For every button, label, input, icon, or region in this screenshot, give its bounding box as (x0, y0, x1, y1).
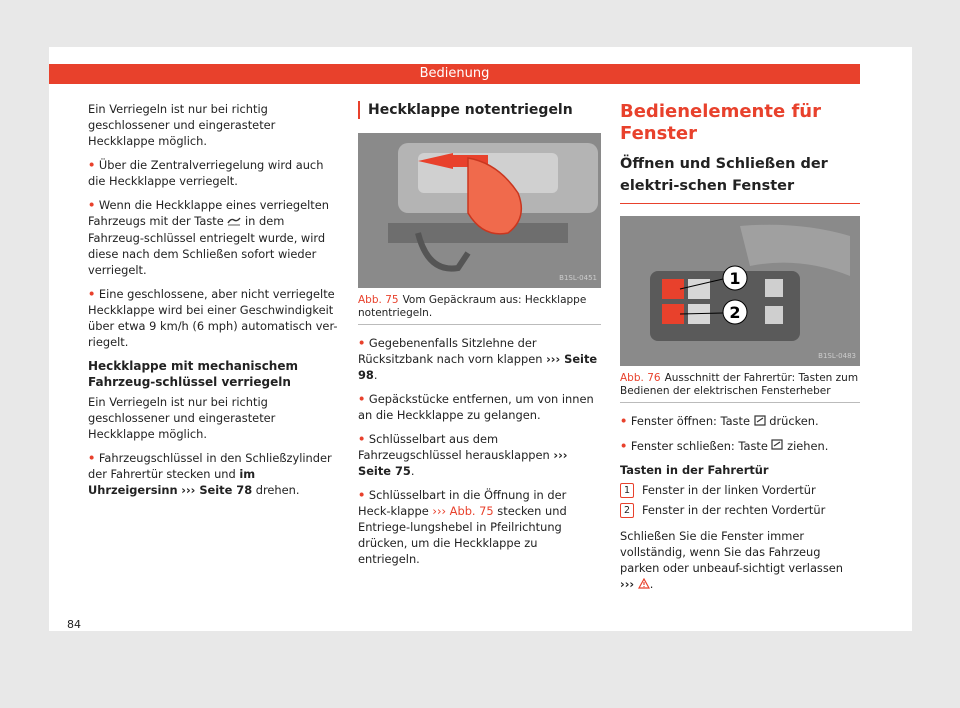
door-panel-illustration (620, 216, 860, 366)
bullet-item: • Eine geschlossene, aber nicht verriegelte Heckklappe wird bei einer Geschwindigkeit über etwa 9 km/h (6 mph) automatisch ver-riegelt. (88, 286, 338, 349)
bullet-item: • Fenster öffnen: Taste drücken. (620, 414, 819, 428)
bullet-item: • Über die Zentralverriegelung wird auch die Heckklappe verriegelt. (88, 158, 324, 188)
paragraph: Ein Verriegeln ist nur bei richtig geschlossener und eingerasteter Heckklappe möglich. (88, 102, 276, 148)
list-item: 1 Fenster in der linken Vordertür (620, 482, 860, 498)
tailgate-illustration (358, 133, 601, 288)
section-heading: Tasten in der Fahrertür (620, 463, 769, 477)
figure-tailgate (358, 133, 601, 288)
section-title: Heckklappe notentriegeln (358, 101, 601, 119)
warning-link[interactable]: ››› (620, 577, 635, 591)
bullet-item: • Wenn die Heckklappe eines verriegelten Fahrzeugs mit der Taste in dem Fahrzeug-schlüssel entriegelt wurde, wird diese nach dem Schließen sofort wieder verriegelt. (88, 198, 329, 277)
callout-2: 2 (729, 303, 741, 322)
page-link[interactable]: ››› Seite 98 (358, 352, 598, 382)
figure-caption: Abb. 75 Vom Gepäckraum aus: Heckklappe notentriegeln. (358, 288, 601, 325)
page-number: 84 (67, 618, 81, 631)
figure-code: B1SL-0483 (818, 352, 856, 360)
figure-caption: Abb. 76 Ausschnitt der Fahrertür: Tasten zum Bedienen der elektrischen Fensterheber (620, 366, 860, 403)
paragraph: Schließen Sie die Fenster immer vollständig, wenn Sie das Fahrzeug parken oder unbeauf-sichtigt verlassen ››› . (620, 529, 844, 591)
bullet-item: • Schlüsselbart aus dem Fahrzeugschlüssel herausklappen ››› Seite 75. (358, 432, 568, 478)
column-right (620, 101, 860, 601)
list-item: 2 Fenster in der rechten Vordertür (620, 502, 860, 518)
bullet-item: • Schlüsselbart in die Öffnung in der Heck-klappe ››› Abb. 75 stecken und Entriege-lungshebel in Pfeilrichtung drücken, um die Heckklappe zu entriegeln. (358, 488, 567, 566)
car-key-icon (227, 214, 241, 230)
column-middle (358, 101, 601, 575)
callout-1: 1 (729, 269, 741, 288)
chapter-title: Bedienelemente für Fenster (620, 101, 821, 144)
bullet-item: • Gegebenenfalls Sitzlehne der Rücksitzbank nach vorn klappen ››› Seite 98. (358, 336, 598, 382)
paragraph: Ein Verriegeln ist nur bei richtig geschlossener und eingerasteter Heckklappe möglich. (88, 394, 276, 441)
figure-link[interactable]: ››› Abb. 75 (432, 504, 494, 518)
warning-icon (638, 577, 650, 593)
figure-window-switches (620, 216, 860, 366)
page-header: Bedienung (49, 64, 860, 84)
section-heading: Heckklappe mit mechanischem Fahrzeug-schlüssel verriegeln (88, 358, 298, 389)
page-link[interactable]: ››› Seite 78 (181, 482, 253, 497)
bullet-item: • Fahrzeugschlüssel in den Schließzylinder der Fahrertür stecken und im Uhrzeigersinn ››› Seite 78 drehen. (88, 450, 332, 497)
bullet-item: • Gepäckstücke entfernen, um von innen an die Heckklappe zu gelangen. (358, 392, 594, 422)
section-title: Öffnen und Schließen der elektri-schen Fenster (620, 153, 860, 204)
column-left (88, 101, 343, 506)
window-switch-icon (754, 414, 766, 430)
bullet-item: • Fenster schließen: Taste ziehen. (620, 438, 829, 453)
figure-code: B1SL-0451 (559, 274, 597, 282)
window-switch-icon (771, 438, 783, 454)
page-link[interactable]: ››› Seite 75 (358, 448, 568, 478)
